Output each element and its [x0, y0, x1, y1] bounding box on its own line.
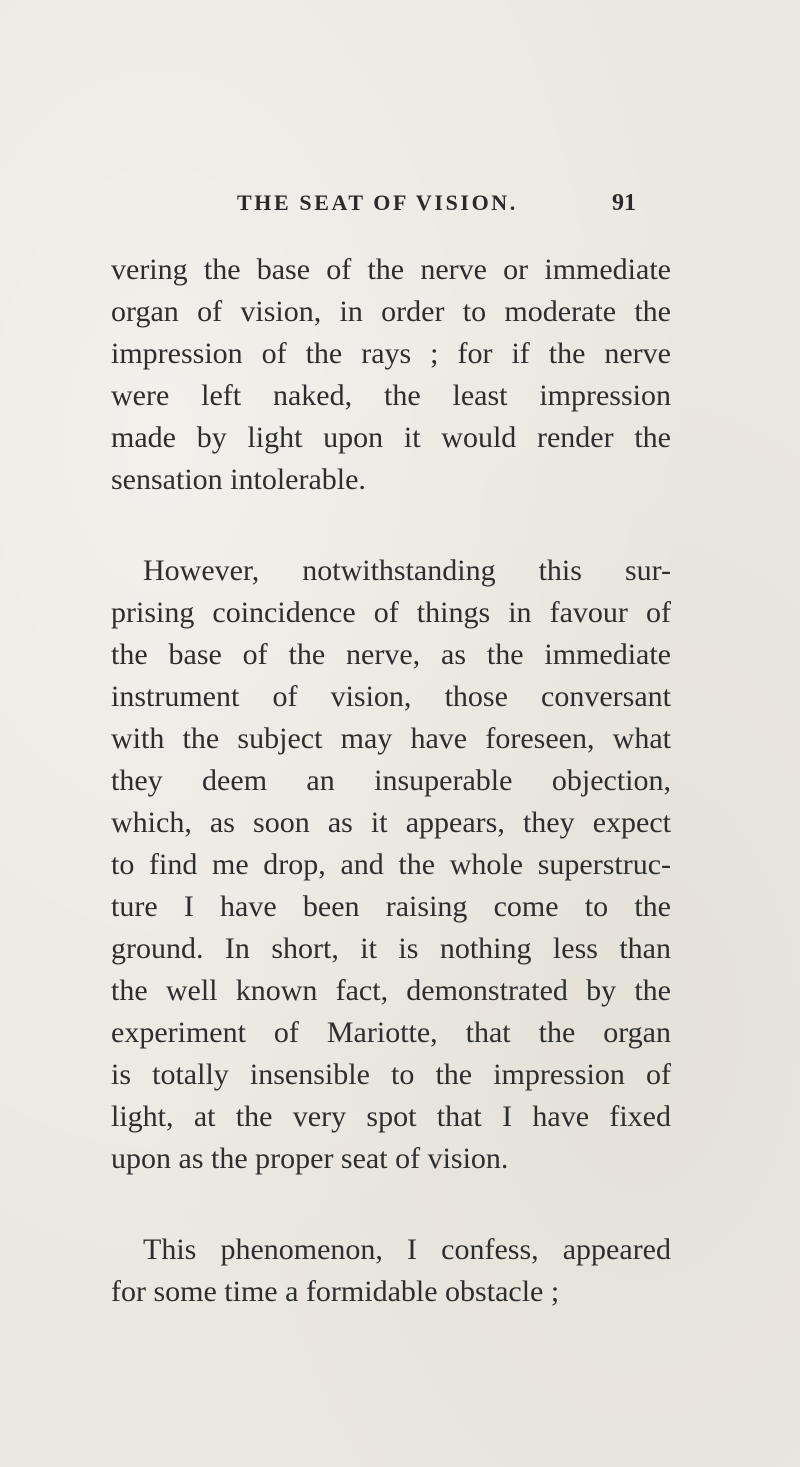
text-line: impression of the rays ; for if the nerve	[111, 337, 671, 370]
text-line: upon as the proper seat of vision.	[111, 1142, 509, 1175]
paragraph-1	[111, 249, 671, 501]
paragraph-3	[111, 1229, 671, 1313]
text-line: which, as soon as it appears, they expect	[111, 806, 671, 839]
running-header	[0, 188, 800, 218]
text-line: with the subject may have foreseen, what	[111, 722, 671, 755]
text-line: organ of vision, in order to moderate the	[111, 295, 671, 328]
text-line: experiment of Mariotte, that the organ	[111, 1016, 671, 1049]
text-line: instrument of vision, those conversant	[111, 680, 671, 713]
paragraph-2	[111, 550, 671, 1180]
text-line: ground. In short, it is nothing less than	[111, 932, 671, 965]
text-line: they deem an insuperable objection,	[111, 764, 671, 797]
text-line: for some time a formidable obstacle ;	[111, 1275, 560, 1308]
text-line: the well known fact, demonstrated by the	[111, 974, 671, 1007]
text-line: This phenomenon, I confess, appeared	[143, 1233, 671, 1266]
text-line: is totally insensible to the impression of	[111, 1058, 671, 1091]
text-line: prising coincidence of things in favour of	[111, 596, 671, 629]
body-text	[111, 249, 671, 1362]
text-line: the base of the nerve, as the immediate	[111, 638, 671, 671]
text-line: light, at the very spot that I have fixed	[111, 1100, 671, 1133]
text-line: were left naked, the least impression	[111, 379, 671, 412]
text-line: sensation intolerable.	[111, 463, 366, 496]
text-line: made by light upon it would render the	[111, 421, 671, 454]
text-line: ture I have been raising come to the	[111, 890, 671, 923]
text-line: to find me drop, and the whole superstruc-	[111, 848, 671, 881]
page-number: 91	[612, 190, 636, 216]
running-title: THE SEAT OF VISION.	[237, 190, 518, 215]
text-line: However, notwithstanding this sur-	[143, 554, 671, 587]
text-line: vering the base of the nerve or immediate	[111, 253, 671, 286]
